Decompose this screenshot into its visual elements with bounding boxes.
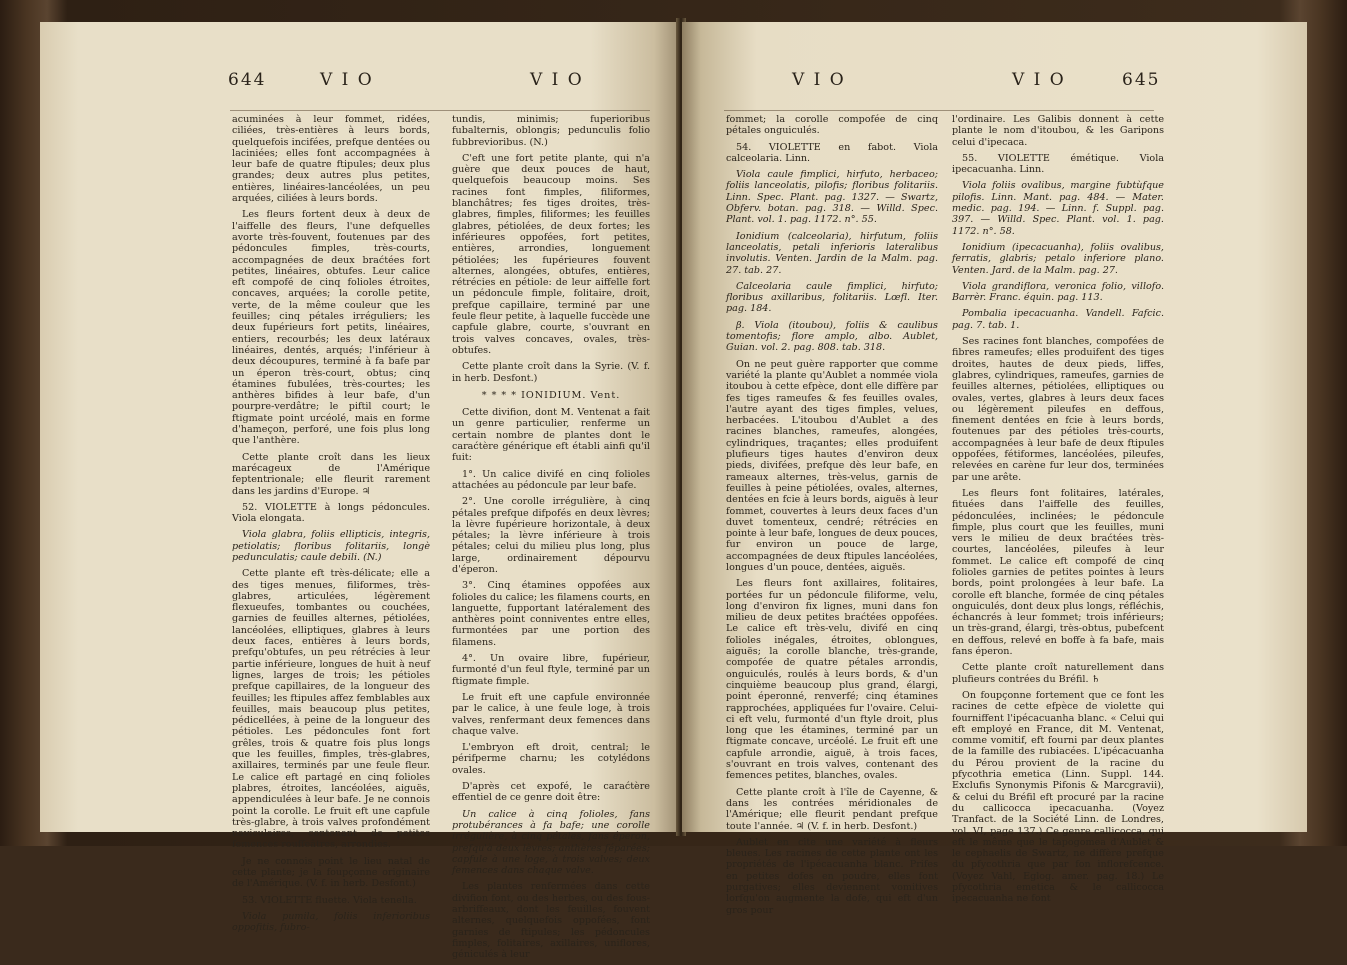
paragraph: Calceolaria caule fimplici, hirfuto; floribus axillaribus, folitariis. Lœfl. Iter. pag. 184. [726,280,938,315]
paragraph: Viola glabra, foliis ellipticis, integris, petiolatis; floribus folitariis, longè pedunculatis; caule debili. (N.) [232,529,430,563]
left-column-2 [452,114,650,965]
paragraph: 1°. Un calice divifé en cinq folioles attachées au pédoncule par leur bafe. [452,468,650,491]
paragraph: * * * * IONIDIUM. Vent. [481,389,621,401]
right-page-number: 645 [1122,70,1161,90]
right-running-head-2: V I O [1012,70,1066,90]
paragraph: Le fruit eft une capfule environnée par le calice, à une feule loge, à trois valves, renfermant deux femences dans chaque valve. [452,691,650,737]
paragraph: β. Viola (itoubou), foliis & caulibus tomentofis; flore amplo, albo. Aublet, Guian. vol. 2. pag. 808. tab. 318. [726,319,938,354]
paragraph: Les fleurs fortent deux à deux de l'aiffelle des fleurs, l'une defquelles avorte très-fouvent, foutenues par des pédoncules fimples, très-courts, accompagnées de deux braćtées fort petites, linéaires, obtufes. Leur calice eft compofé de cinq folioles étroites, concaves, arquées; la corolle petite, verte, de la même couleur que les feuilles; cinq pétales irréguliers; les deux fupérieurs fort petits, linéaires, entiers, recourbés; les deux latéraux linéaires, dentés, arqués; l'inférieur à deux découpures, terminé à fa bafe par un éperon très-court, obtus; cinq étamines fubulées, très-courtes; les anthères bifides à leur bafe, d'un pourpre-verdâtre; le piftil court; le ftigmate point urcéolé, mais en forme d'hameçon, perforé, une fois plus long que l'anthère. [232,209,430,447]
paragraph: Cette plante croît naturellement dans plufieurs contrées du Bréfil. ♄ [952,662,1164,685]
paragraph: Cette plante eft très-délicate; elle a des tiges menues, filiformes, très-glabres, articulées, légèrement flexueufes, tombantes ou couchées, garnies de feuilles alternes, pétiolées, lancéolées, elliptiques, glabres à leurs deux faces, entières à leurs bords, prefqu'obtufes, un peu rétrécies à leur partie inférieure, longues de huit à neuf lignes, larges de trois; les pétioles prefque capillaires, de la longueur des feuilles; les ftipules affez femblables aux feuilles, mais beaucoup plus petites, pédicellées, à peine de la longueur des pétioles. Les pédoncules font fort grêles, trois & quatre fois plus longs que les feuilles, fimples, très-glabres, axillaires, terminés par une feule fleur. Le calice eft partagé en cinq folioles plabres, étroites, lancéolées, aiguës, appendiculées à leur bafe. Je ne connois point la corolle. Le fruit eft une capfule très-glabre, à trois valves profondément naviculaires, contenant de petites femences rouffeâtres, arrondies. [232,568,430,851]
paragraph: Ionidium (ipecacuanha), foliis ovalibus, ferratis, glabris; petalo inferiore plano. Venten. Jard. de la Malm. pag. 27. [952,241,1164,276]
paragraph: D'après cet expofé, le caraćtère effentiel de ce genre doit être: [452,781,650,804]
paragraph: Viola caule fimplici, hirfuto, herbaceo; foliis lanceolatis, pilofis; floribus folitariis. Linn. Spec. Plant. pag. 1327. — Swartz, Obferv. botan. pag. 318. — Willd. Spec. Plant. vol. 1. pag. 1172. n°. 55. [726,169,938,226]
paragraph: Les fleurs font folitaires, latérales, fituées dans l'aiffelle des feuilles, pédonculées, inclinées; le pédoncule fimple, plus court que les feuilles, muni vers le milieu de deux braćtées très-courtes, lancéolées, pileufes à leur fommet. Le calice eft compofé de cinq folioles garnies de petites pointes à leurs bords, point prolongées à leur bafe. La corolle eft blanche, formée de cinq pétales onguiculés, dont deux plus longs, réfléchis, échancrés à leur fommet; trois inférieurs; un très-grand, élargi, très-obtus, pubefcent en deffous, relevé en boffe à fa bafe, mais fans éperon. [952,487,1164,658]
paragraph: Les fleurs font axillaires, folitaires, portées fur un pédoncule filiforme, velu, long d'environ fix lignes, muni dans fon milieu de deux petites braćtées oppofées. Le calice eft très-velu, divifé en cinq folioles inégales, étroites, oblongues, aiguës; la corolle blanche, très-grande, compofée de quatre pétales arrondis, onguiculés, roulés à leurs bords, & d'un cinquième beaucoup plus grand, élargi, point éperonné, renverfé; cinq étamines rapprochées, appliquées fur l'ovaire. Celui-ci eft velu, furmonté d'un ftyle droit, plus long que les étamines, terminé par un ftigmate concave, urcéolé. Le fruit eft une capfule arrondie, aiguë, à trois faces, s'ouvrant en trois valves, contenant des femences petites, blanches, ovales. [726,578,938,782]
paragraph: Viola foliis ovalibus, margine fubtùfque pilofis. Linn. Mant. pag. 484. — Mater. medic. pag. 194. — Linn. f. Suppl. pag. 397. — Willd. Spec. Plant. vol. 1. pag. 1172. n°. 58. [952,180,1164,237]
paragraph: Ionidium (calceolaria), hirfutum, foliis lanceolatis, petali inferioris lateralibus involutis. Venten. Jardin de la Malm. pag. 27. tab. 27. [726,230,938,276]
right-column-2 [952,114,1164,910]
paragraph: l'ordinaire. Les Galibis donnent à cette plante le nom d'itoubou, & les Garipons celui d'ipecaca. [952,114,1164,148]
paragraph: Viola grandiflora, veronica folio, villofo. Barrèr. Franc. équin. pag. 113. [952,280,1164,304]
paragraph: Je ne connois point le lieu natal de cette plante; je la foupçonne originaire de l'Amérique. (V. f. in herb. Desfont.) [232,855,430,890]
paragraph: Les plantes renfermées dans cette divifion font, ou des herbes, ou des fous-arbriffeaux, dont les feuilles, fouvent alternes, quelquefois oppofées, font garnies de ftipules; les pédoncules fimples, folitaires, axillaires, uniflores, géniculés à leur [452,881,650,961]
left-column-1 [232,114,430,938]
paragraph: On foupçonne fortement que ce font les racines de cette efpèce de violette qui fourniffent l'ipécacuanha blanc. « Celui qui eft employé en France, dit M. Ventenat, comme vomitif, eft fourni par deux plantes de la famille des rubiacées. L'ipécacuanha du Pérou provient de la racine du pfycothria emetica (Linn. Suppl. 144. Exclufis Synonymis Pifonis & Marcgravii), & celui du Bréfil eft procuré par la racine du callicocca ipecacuanha. (Voyez Tranfact. de la Société Linn. de Londres, vol. VI, page 137.) Ce genre callicocca, qui eft le même que le tapogomea d'Aublet & le cephaelis de Swartz, ne diffère prefque du pfycothria que par fon inflorefcence. (Voyez Vahl, Eglog. amer. pag. 18.) Le pfycothria emetica & le callicocca ipecacuanha ne font [952,689,1164,905]
paragraph: L'embryon eft droit, central; le périfperme charnu; les cotylédons ovales. [452,742,650,776]
paragraph: Cette divifion, dont M. Ventenat a fait un genre particulier, renferme un certain nombre de plantes dont le caraćtère générique eft établi ainfi qu'il fuit: [452,407,650,464]
left-running-head-2: V I O [530,70,584,90]
paragraph: Aublet en cite une variété à fleurs bleues. Les racines de cette plante ont les propriétés de l'ipécacuanha blanc. Prifes en petites dofes en poudre, elles font purgatives; elles deviennent vomitives lorfqu'on augmente la dofe, qui eft d'un gros pour [726,836,938,916]
left-page [40,22,680,961]
left-running-head-1: V I O [320,70,374,90]
paragraph: Cette plante croît à l'île de Cayenne, & dans les contrées méridionales de l'Amérique; elle fleurit pendant prefque toute l'année. ♃ (V. f. in herb. Desfont.) [726,786,938,832]
paragraph: On ne peut guère rapporter que comme variété la plante qu'Aublet a nommée viola itoubou à cette efpèce, dont elle diffère par fes tiges rameufes & fes feuilles ovales, l'autre ayant des tiges fimples, velues, herbacées. L'itoubou d'Aublet a des racines blanches, rameufes, alongées, cylindriques, traçantes; elles produifent plufieurs tiges hautes d'environ deux pieds, divifées, prefque dès leur bafe, en rameaux alternes, très-velus, garnis de feuilles à peine pétiolées, ovales, alternes, dentées en fcie à leurs bords, aiguës à leur fommet, couvertes à leurs deux faces d'un duvet tomenteux, cendré; rétrécies en pointe à leur bafe, longues de deux pouces, fur environ un pouce de large, accompagnées de deux ftipules lancéolées, longues d'un pouce, dentées, aiguës. [726,358,938,573]
right-column-1 [726,114,938,921]
paragraph: 55. VIOLETTE émétique. Viola ipecacuanha. Linn. [952,152,1164,176]
paragraph: 52. VIOLETTE à longs pédoncules. Viola elongata. [232,501,430,525]
paragraph: acuminées à leur fommet, ridées, ciliées, très-entières à leurs bords, quelquefois incifées, prefque dentées ou laciniées; elles font accompagnées à leur bafe de quatre ftipules; deux plus grandes; deux autres plus petites, entières, linéaires-lancéolées, un peu arquées, ciliées à leurs bords. [232,114,430,205]
paragraph: fommet; la corolle compofée de cinq pétales onguiculés. [726,114,938,137]
paragraph: Cette plante croît dans les lieux marécageux de l'Amérique feptentrionale; elle fleurit rarement dans les jardins d'Europe. ♃ [232,451,430,497]
left-header-rule [230,110,650,111]
paragraph: Viola pumila, foliis inferioribus oppofitis, fubro- [232,910,430,934]
paragraph: 54. VIOLETTE en fabot. Viola calceolaria. Linn. [726,141,938,164]
paragraph: Cette plante croît dans la Syrie. (V. f. in herb. Desfont.) [452,361,650,384]
right-header-rule [724,110,1154,111]
left-page-number: 644 [228,70,267,90]
paragraph: tundis, minimis; fuperioribus fubalternis, oblongis; pedunculis folio fubbrevioribus. (N.) [452,114,650,148]
right-page [682,22,1307,916]
paragraph: 53. VIOLETTE fluette. Viola tenella. [242,894,417,906]
right-running-head-1: V I O [792,70,846,90]
paragraph: Pombalia ipecacuanha. Vandell. Fafcic. pag. 7. tab. 1. [952,308,1164,331]
paragraph: 2°. Une corolle irrégulière, à cinq pétales prefque difpofés en deux lèvres; la lèvre fupérieure horizontale, à deux pétales; la lèvre inférieure à trois pétales; celui du milieu plus long, plus large, ordinairement dépourvu d'éperon. [452,496,650,575]
paragraph: 4°. Un ovaire libre, fupérieur, furmonté d'un feul ftyle, terminé par un ftigmate fimple. [452,653,650,687]
paragraph: 3°. Cinq étamines oppofées aux folioles du calice; les filamens courts, en languette, fupportant latéralement des anthères point conniventes entre elles, furmontées par une portion des filamens. [452,580,650,648]
paragraph: Ses racines font blanches, compofées de fibres rameufes; elles produifent des tiges droites, hautes de deux pieds, liffes, glabres, cylindriques, rameufes, garnies de feuilles alternes, pétiolées, elliptiques ou ovales, vertes, glabres à leurs deux faces ou légèrement pileufes en deffous, finement dentées en fcie à leurs bords, foutenues par des pétioles très-courts, accompagnées à leur bafe de deux ftipules oppofées, fétiformes, lancéolées, pileufes, relevées en carène fur leur dos, terminées par une arête. [952,336,1164,483]
paragraph: Un calice à cinq folioles, fans protubérances à fa bafe; une corolle irrégulière, à cinq pétales, fans éperon, prefqu'à deux lèvres; anthères féparées; capfule à une loge, à trois valves; deux femences dans chaque valve. [452,808,650,877]
paragraph: C'eft une fort petite plante, qui n'a guère que deux pouces de haut, quelquefois beaucoup moins. Ses racines font fimples, filiformes, blanchâtres; fes tiges droites, très-glabres, fimples, filiformes; les feuilles glabres, pétiolées, de deux fortes; les inférieures oppofées, fort petites, entières, arrondies, longuement pétiolées; les fupérieures fouvent alternes, alongées, obtufes, entières, rétrécies en pétiole: de leur aiffelle fort un pédoncule fimple, folitaire, droit, prefque capillaire, terminé par une feule fleur petite, à laquelle fuccède une capfule glabre, courte, s'ouvrant en trois valves concaves, ovales, très-obtufes. [452,152,650,356]
